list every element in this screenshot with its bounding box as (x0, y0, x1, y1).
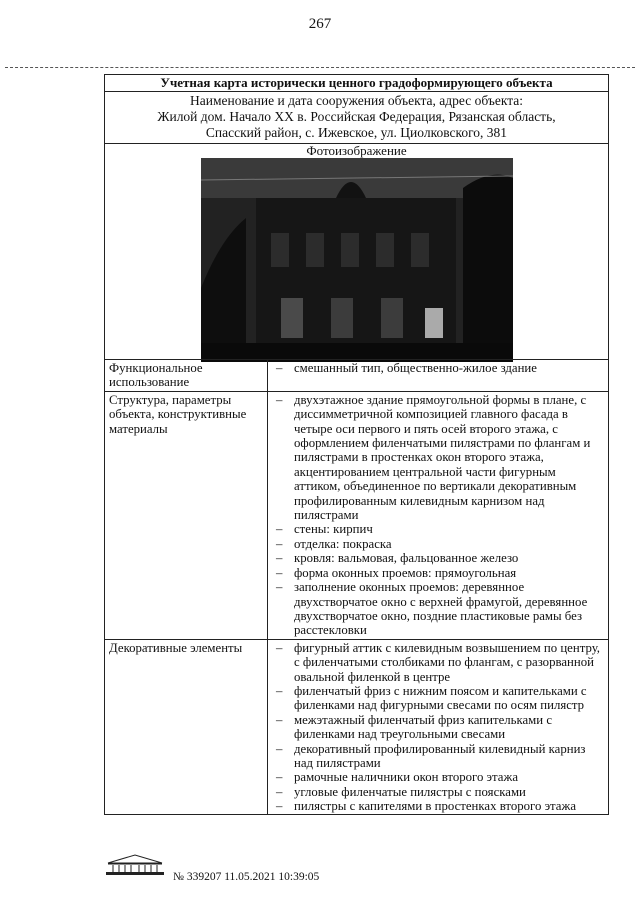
list-item: – филенчатый фриз с нижним поясом и капительками с филенками над фигурными свесами по осям пилястр (294, 684, 605, 713)
document-stamp: № 339207 11.05.2021 10:39:05 (173, 871, 320, 883)
object-line: Наименование и дата сооружения объекта, адрес объекта: (189, 93, 524, 108)
list-item: – угловые филенчатые пилястры с поясками (294, 785, 605, 799)
list-item: – смешанный тип, общественно-жилое здание (294, 361, 605, 375)
scan-edge-line (5, 67, 635, 68)
list-item: – двухэтажное здание прямоугольной формы в плане, с диссимметричной композицией главного фасада в четыре оси первого и пять осей второго этажа, с оформлением филенчатыми пилястрами по флангам и пилястрами в простенках окон второго этажа, акцентированием центральной части фигурным аттиком, объединенное по вертикали декоративным профилированным килевидным карнизом над пилястрами (294, 393, 605, 523)
list-item: – стены: кирпич (294, 522, 605, 536)
list-item: – кровля: вальмовая, фальцованное железо (294, 551, 605, 565)
table-row (105, 360, 608, 392)
list-item: – декоративный профилированный килевидный карниз над пилястрами (294, 742, 605, 771)
list-item: – форма оконных проемов: прямоугольная (294, 566, 605, 580)
list-item: – межэтажный филенчатый фриз капительками с филенками над треугольными свесами (294, 713, 605, 742)
object-description (105, 92, 608, 144)
row-value (268, 639, 609, 814)
list-item: – пилястры с капителями в простенках второго этажа (294, 799, 605, 813)
row-value (268, 391, 609, 639)
government-building-icon (104, 853, 166, 877)
row-label: Декоративные элементы (105, 639, 268, 814)
page-number: 267 (308, 16, 332, 32)
object-line: Жилой дом. Начало XX в. Российская Федерация, Рязанская область, (157, 109, 556, 124)
row-label: Функциональное использование (105, 360, 268, 392)
row-label: Структура, параметры объекта, конструктивные материалы (105, 391, 268, 639)
list-item: – отделка: покраска (294, 537, 605, 551)
registration-card (104, 74, 609, 815)
building-photo-image (201, 158, 513, 362)
photo-label: Фотоизображение (306, 143, 407, 158)
list-item: – фигурный аттик с килевидным возвышением по центру, с филенчатыми столбиками по флангам, с разорванной овальной филенкой в центре (294, 641, 605, 684)
property-table (105, 359, 608, 815)
list-item: – рамочные наличники окон второго этажа (294, 770, 605, 784)
object-line: Спасский район, с. Ижевское, ул. Циолковского, 381 (205, 125, 508, 140)
table-row (105, 639, 608, 814)
building-photo (201, 158, 513, 362)
list-item: – заполнение оконных проемов: деревянное двухстворчатое окно с верхней фрамугой, деревянное двухстворчатое окно, поздние пластиковые рамы без расстекловки (294, 580, 605, 638)
card-title: Учетная карта исторически ценного градоформирующего объекта (105, 75, 608, 92)
row-value (268, 360, 609, 392)
table-row (105, 391, 608, 639)
